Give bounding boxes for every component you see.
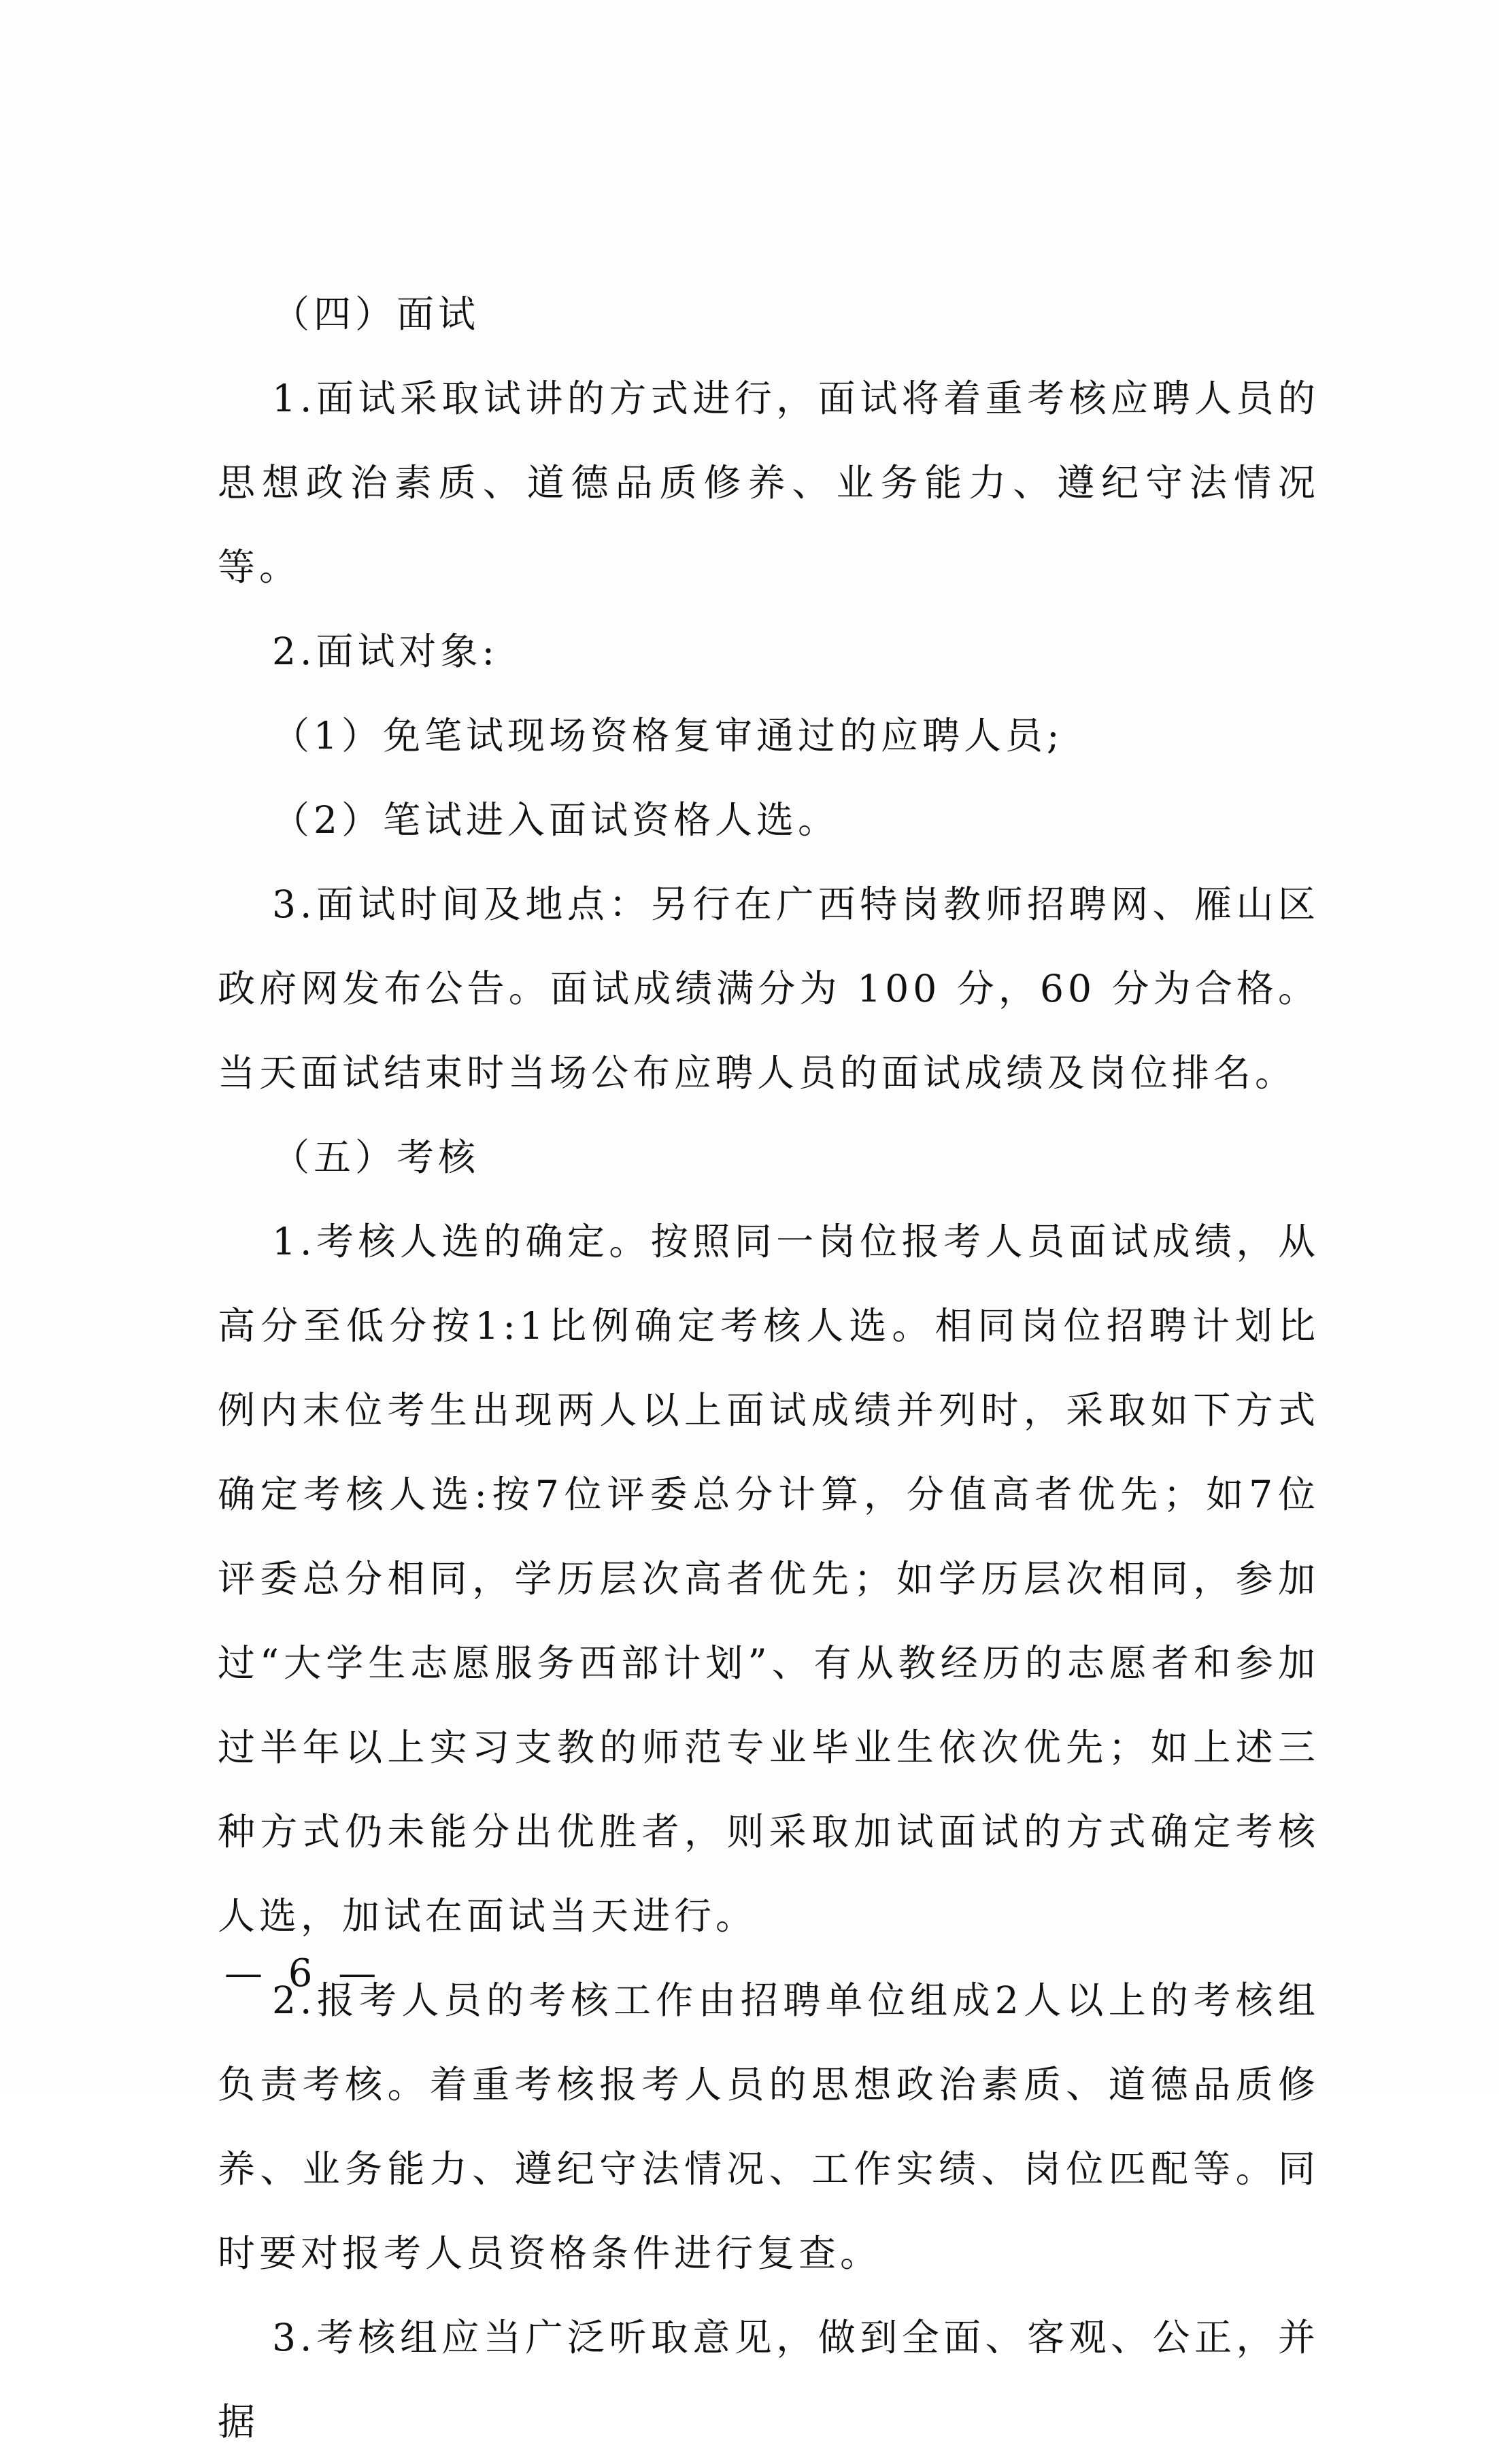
paragraph-assessment-opinions: 3.考核组应当广泛听取意见，做到全面、客观、公正，并据 [218, 2316, 1319, 2444]
paragraph-interview-method: 1.面试采取试讲的方式进行，面试将着重考核应聘人员的思想政治素质、道德品质修养、业务能力、遵纪守法情况等。 [218, 377, 1319, 589]
list-item-target-1: （1）免笔试现场资格复审通过的应聘人员; [272, 714, 1064, 757]
document-body [218, 272, 1319, 2464]
paragraph-assessment-selection: 1.考核人选的确定。按照同一岗位报考人员面试成绩，从高分至低分按1:1比例确定考核人选。相同岗位招聘计划比例内末位考生出现两人以上面试成绩并列时，采取如下方式确定考核人选:按7位评委总分计算，分值高者优先；如7位评委总分相同，学历层次高者优先；如学历层次相同，参加过“大学生志愿服务西部计划”、有从教经历的志愿者和参加过半年以上实习支教的师范专业毕业生依次优先；如上述三种方式仍未能分出优胜者，则采取加试面试的方式确定考核人选，加试在面试当天进行。 [218, 1220, 1319, 1938]
paragraph-interview-time-place: 3.面试时间及地点：另行在广西特岗教师招聘网、雁山区政府网发布公告。面试成绩满分为 100 分，60 分为合格。当天面试结束时当场公布应聘人员的面试成绩及岗位排名。 [218, 883, 1319, 1095]
paragraph-interview-targets: 2.面试对象: [272, 630, 499, 673]
section-heading-assessment: （五）考核 [272, 1135, 480, 1179]
paragraph-assessment-work: 2.报考人员的考核工作由招聘单位组成2人以上的考核组负责考核。着重考核报考人员的思想政治素质、道德品质修养、业务能力、遵纪守法情况、工作实绩、岗位匹配等。同时要对报考人员资格条件进行复查。 [218, 1979, 1319, 2275]
section-heading-interview: （四）面试 [272, 292, 480, 336]
list-item-target-2: （2）笔试进入面试资格人选。 [272, 798, 839, 842]
page-number: — 6 — [224, 1951, 384, 1996]
